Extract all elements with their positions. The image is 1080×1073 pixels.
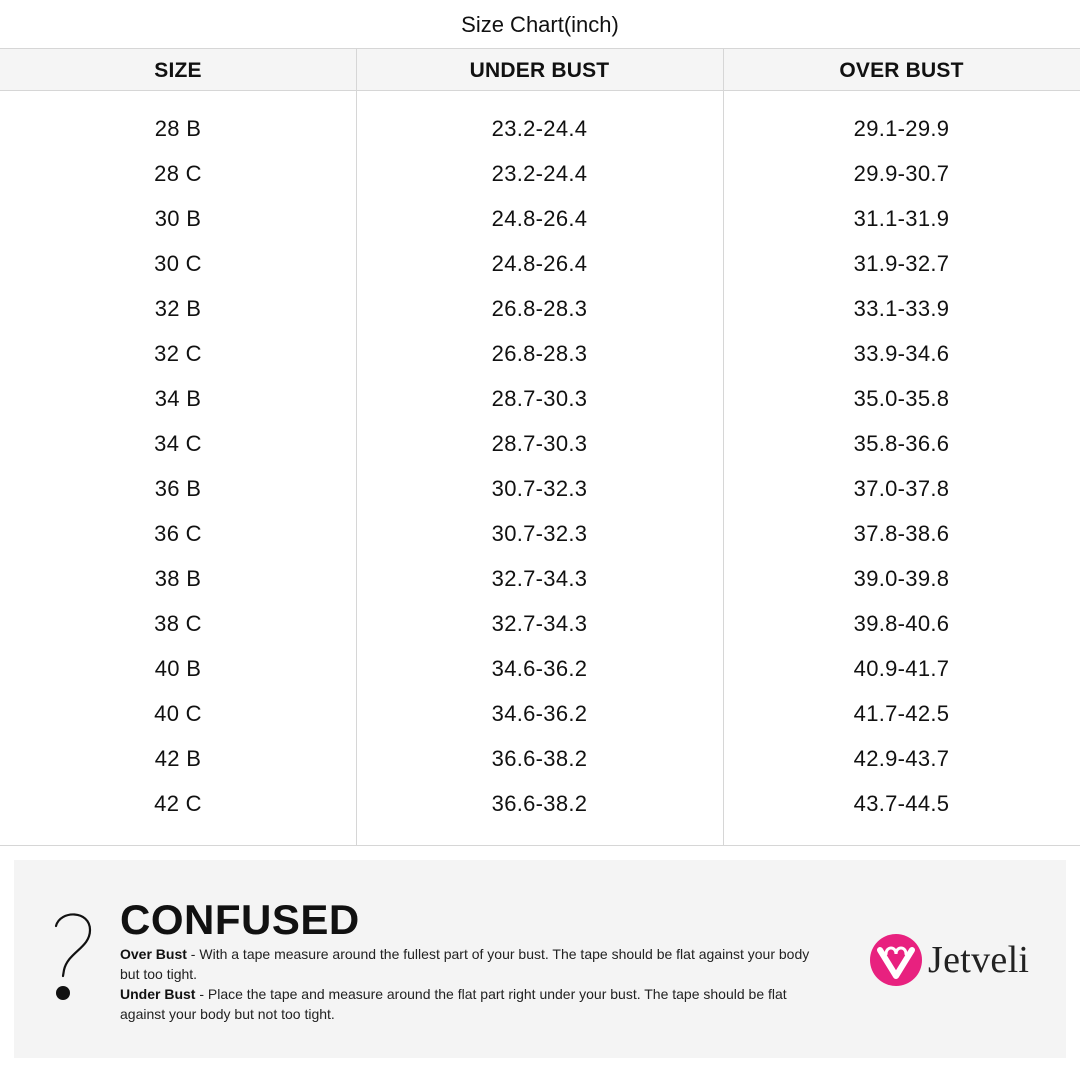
table-row bbox=[0, 646, 1080, 691]
over-bust-cell: 43.7-44.5 bbox=[853, 791, 950, 816]
over-bust-cell: 33.9-34.6 bbox=[853, 341, 950, 366]
over-bust-cell: 35.0-35.8 bbox=[853, 386, 950, 411]
size-cell: 38 B bbox=[154, 566, 202, 591]
table-row bbox=[0, 421, 1080, 466]
under-bust-cell: 23.2-24.4 bbox=[491, 116, 588, 141]
size-cell: 36 C bbox=[154, 521, 202, 546]
over-bust-cell: 31.1-31.9 bbox=[853, 206, 950, 231]
over-bust-cell: 39.0-39.8 bbox=[853, 566, 950, 591]
help-heading: CONFUSED bbox=[120, 896, 360, 943]
size-chart-table bbox=[0, 48, 1080, 846]
size-cell: 34 B bbox=[154, 386, 202, 411]
under-bust-text: - Place the tape and measure around the flat part right under your bust. The tape should be flat against your body but not too tight. bbox=[120, 986, 787, 1022]
under-bust-cell: 26.8-28.3 bbox=[491, 341, 588, 366]
table-row bbox=[0, 781, 1080, 826]
table-row bbox=[0, 511, 1080, 556]
over-bust-cell: 33.1-33.9 bbox=[853, 296, 950, 321]
over-bust-cell: 37.8-38.6 bbox=[853, 521, 950, 546]
table-row bbox=[0, 196, 1080, 241]
under-bust-label: Under Bust bbox=[120, 986, 196, 1002]
table-row bbox=[0, 466, 1080, 511]
over-bust-cell: 29.1-29.9 bbox=[853, 116, 950, 141]
under-bust-cell: 24.8-26.4 bbox=[491, 206, 588, 231]
over-bust-cell: 29.9-30.7 bbox=[853, 161, 950, 186]
table-row bbox=[0, 331, 1080, 376]
page-title: Size Chart(inch) bbox=[461, 12, 619, 37]
size-cell: 40 C bbox=[154, 701, 202, 726]
under-bust-cell: 30.7-32.3 bbox=[491, 521, 588, 546]
under-bust-cell: 28.7-30.3 bbox=[491, 431, 588, 456]
over-bust-note bbox=[120, 944, 830, 984]
table-row bbox=[0, 106, 1080, 151]
over-bust-cell: 40.9-41.7 bbox=[853, 656, 950, 681]
size-cell: 40 B bbox=[154, 656, 202, 681]
size-cell: 32 B bbox=[154, 296, 202, 321]
size-cell: 42 B bbox=[154, 746, 202, 771]
over-bust-text: - With a tape measure around the fullest part of your bust. The tape should be flat against your body but too tight. bbox=[120, 946, 810, 982]
size-cell: 28 B bbox=[154, 116, 202, 141]
table-row bbox=[0, 241, 1080, 286]
table-row bbox=[0, 556, 1080, 601]
under-bust-cell: 26.8-28.3 bbox=[491, 296, 588, 321]
over-bust-label: Over Bust bbox=[120, 946, 187, 962]
size-cell: 30 C bbox=[154, 251, 202, 276]
under-bust-cell: 24.8-26.4 bbox=[491, 251, 588, 276]
under-bust-cell: 34.6-36.2 bbox=[491, 656, 588, 681]
under-bust-cell: 36.6-38.2 bbox=[491, 746, 588, 771]
size-cell: 42 C bbox=[154, 791, 202, 816]
column-header-under-bust: UNDER BUST bbox=[469, 59, 610, 82]
table-row bbox=[0, 376, 1080, 421]
over-bust-cell: 35.8-36.6 bbox=[853, 431, 950, 456]
help-panel bbox=[14, 860, 1066, 1058]
over-bust-cell: 31.9-32.7 bbox=[853, 251, 950, 276]
size-cell: 38 C bbox=[154, 611, 202, 636]
under-bust-cell: 28.7-30.3 bbox=[491, 386, 588, 411]
over-bust-cell: 39.8-40.6 bbox=[853, 611, 950, 636]
size-cell: 36 B bbox=[154, 476, 202, 501]
brand-logo bbox=[868, 932, 1038, 988]
under-bust-cell: 32.7-34.3 bbox=[491, 566, 588, 591]
question-mark-icon bbox=[50, 908, 100, 1004]
under-bust-cell: 34.6-36.2 bbox=[491, 701, 588, 726]
help-notes bbox=[120, 944, 830, 1024]
table-body bbox=[0, 106, 1080, 826]
table-row bbox=[0, 601, 1080, 646]
over-bust-cell: 42.9-43.7 bbox=[853, 746, 950, 771]
column-header-over-bust: OVER BUST bbox=[839, 59, 964, 82]
over-bust-cell: 37.0-37.8 bbox=[853, 476, 950, 501]
table-row bbox=[0, 691, 1080, 736]
table-row bbox=[0, 151, 1080, 196]
under-bust-cell: 30.7-32.3 bbox=[491, 476, 588, 501]
under-bust-cell: 36.6-38.2 bbox=[491, 791, 588, 816]
table-row bbox=[0, 736, 1080, 781]
under-bust-cell: 32.7-34.3 bbox=[491, 611, 588, 636]
under-bust-cell: 23.2-24.4 bbox=[491, 161, 588, 186]
size-cell: 28 C bbox=[154, 161, 202, 186]
brand-name: Jetveli bbox=[928, 939, 1030, 981]
over-bust-cell: 41.7-42.5 bbox=[853, 701, 950, 726]
size-cell: 32 C bbox=[154, 341, 202, 366]
size-cell: 34 C bbox=[154, 431, 202, 456]
table-header bbox=[0, 49, 1080, 91]
under-bust-note bbox=[120, 984, 830, 1024]
column-header-size: SIZE bbox=[154, 59, 202, 82]
table-row bbox=[0, 286, 1080, 331]
size-cell: 30 B bbox=[154, 206, 202, 231]
heart-v-logo-icon bbox=[868, 932, 924, 988]
